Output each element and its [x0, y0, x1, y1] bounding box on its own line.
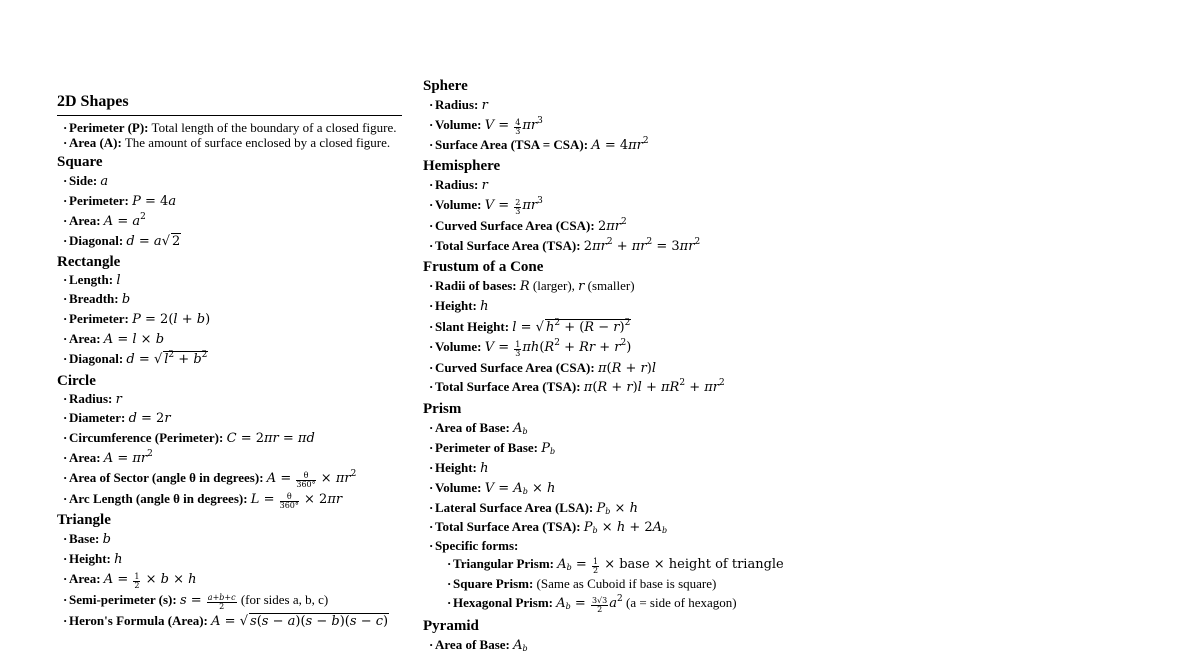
- section-heading-frustum: Frustum of a Cone: [423, 259, 544, 275]
- page-title: 2D Shapes: [57, 92, 402, 116]
- section-heading-rectangle: Rectangle: [57, 254, 121, 270]
- list-item: · Heron's Formula (Area): A = √ s(s − a)(s − b)(s − c): [63, 611, 402, 632]
- list-item: · Height: h: [63, 549, 402, 569]
- square-list: [57, 171, 402, 251]
- list-item: · Breadth: b: [63, 290, 402, 309]
- prism-list: [423, 418, 823, 615]
- right-column: [423, 0, 823, 656]
- list-item: · Side: a: [63, 171, 402, 191]
- section-heading-hemisphere: Hemisphere: [423, 158, 501, 174]
- section-heading-circle: Circle: [57, 373, 96, 389]
- list-item: · Base: b: [63, 529, 402, 549]
- list-item: · Area (A): The amount of surface enclosed by a closed figure.: [63, 135, 402, 150]
- sphere-list: [423, 95, 823, 155]
- list-item: · Area: $A = \pi r^2$: [63, 449, 402, 468]
- list-item: · Diagonal: d = √ $l^2 + b^2$: [63, 349, 402, 370]
- frustum-list: [423, 276, 823, 397]
- list-item: · Total Surface Area (TSA): $2\pi r^2 + \pi r^2 = 3\pi r^2$: [429, 237, 823, 256]
- list-item: · Perimeter: P = 4a: [63, 191, 402, 211]
- list-item: · Surface Area (TSA = CSA): $A = 4\pi r^2$: [429, 136, 823, 155]
- hemisphere-list: [423, 175, 823, 256]
- section-heading-pyramid: Pyramid: [423, 618, 479, 634]
- triangle-list: [57, 529, 402, 632]
- list-item: · Specific forms: · Triangular Prism: $A_b$ = $\frac{1}{2}$ × base × height of triangle · Square Prism: (Same as Cuboid if base is square) · Hexagonal Prism: $A_b$ = $\frac{3√3}{2}$ $a^2$ (a = side of hexagon): [429, 537, 823, 615]
- left-column: [57, 0, 402, 632]
- list-item: · Circumference (Perimeter): C = 2πr = πd: [63, 428, 402, 449]
- list-item: · Lateral Surface Area (LSA): $P_b \times h$: [429, 498, 823, 518]
- intro-list: [57, 120, 402, 150]
- list-item: · Radius: r: [429, 95, 823, 115]
- list-item: · Perimeter (P): Total length of the boundary of a closed figure.: [63, 120, 402, 135]
- list-item: · Area: $A = a^2$: [63, 211, 402, 231]
- list-item: · Curved Surface Area (CSA): π(R + r)l: [429, 358, 823, 378]
- rectangle-list: [57, 271, 402, 370]
- list-item: · Radius: r: [63, 390, 402, 409]
- section-heading-sphere: Sphere: [423, 78, 468, 94]
- list-item: · Diagonal: d = a√ 2: [63, 231, 402, 251]
- section-heading-triangle: Triangle: [57, 512, 111, 528]
- list-item: · Height: h: [429, 297, 823, 316]
- list-item: · Perimeter of Base: $P_b$: [429, 439, 823, 458]
- list-item: · Length: l: [63, 271, 402, 290]
- list-item: · Curved Surface Area (CSA): $2\pi r^2$: [429, 216, 823, 237]
- section-heading-square: Square: [57, 154, 103, 170]
- list-item: · Area: A = $\frac{1}{2}$ × b × h: [63, 569, 402, 590]
- list-item: · Total Surface Area (TSA): $P_b \times h + 2A_b$: [429, 518, 823, 537]
- list-item: · Volume: V = $\frac{1}{3}$ $\pi h(R^2 + Rr + r^2)$: [429, 338, 823, 358]
- list-item: · Area of Base: $A_b$: [429, 635, 823, 656]
- list-item: · Volume: $V = A_b \times h$: [429, 479, 823, 498]
- list-item: · Volume: V = $\frac{4}{3}$ $\pi r^3$: [429, 115, 823, 136]
- pyramid-list: [423, 635, 823, 656]
- section-heading-prism: Prism: [423, 401, 462, 417]
- list-item: · Hexagonal Prism: $A_b$ = $\frac{3√3}{2}$ $a^2$ (a = side of hexagon): [447, 592, 823, 615]
- circle-list: [57, 390, 402, 510]
- list-item: · Area of Sector (angle θ in degrees): A = $\frac{\theta}{360^\circ}$ × $\pi r^2$: [63, 468, 402, 489]
- list-item: · Diameter: d = 2r: [63, 409, 402, 428]
- list-item: · Radius: r: [429, 175, 823, 196]
- list-item: · Height: h: [429, 458, 823, 479]
- list-item: · Slant Height: l = √ $h^2 + (R - r)^2$: [429, 316, 823, 338]
- list-item: · Semi-perimeter (s): s = $\frac{a+b+c}{2}$ (for sides a, b, c): [63, 590, 402, 611]
- list-item: · Triangular Prism: $A_b$ = $\frac{1}{2}$ × base × height of triangle: [447, 555, 823, 575]
- list-item: · Perimeter: P = 2(l + b): [63, 309, 402, 330]
- list-item: · Area: A = l × b: [63, 330, 402, 349]
- list-item: · Square Prism: (Same as Cuboid if base is square): [447, 575, 823, 592]
- list-item: · Arc Length (angle θ in degrees): L = $\frac{\theta}{360^\circ}$ × 2πr: [63, 489, 402, 510]
- specific-forms-list: [435, 555, 823, 615]
- list-item: · Total Surface Area (TSA): $\pi(R + r)l + \pi R^2 + \pi r^2$: [429, 378, 823, 397]
- list-item: · Volume: V = $\frac{2}{3}$ $\pi r^3$: [429, 196, 823, 216]
- list-item: · Area of Base: $A_b$: [429, 418, 823, 439]
- list-item: · Radii of bases: R (larger), r (smaller): [429, 276, 823, 297]
